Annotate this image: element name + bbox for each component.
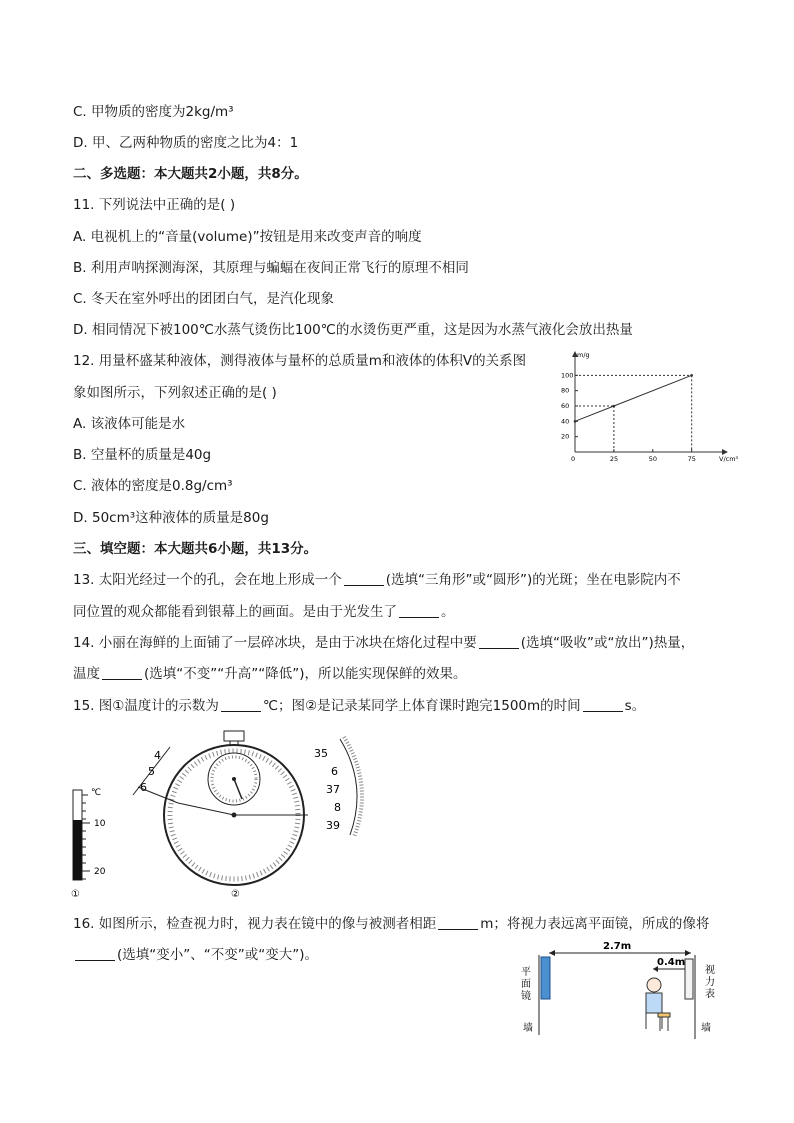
figure-16 — [515, 935, 725, 1045]
y-tick-label-60: 60 — [561, 402, 570, 410]
q14-text-1: 14. 小丽在海鲜的上面铺了一层碎冰块，是由于冰块在熔化过程中要 — [73, 635, 477, 651]
answer-blank-16a[interactable] — [438, 915, 478, 930]
person-icon — [646, 978, 670, 1031]
data-point-0 — [574, 420, 577, 423]
question-12-line1: 12. 用量杯盛某种液体，测得液体与量杯的总质量m和液体的体积V的关系图 — [73, 353, 527, 369]
y-tick-label-100: 100 — [561, 371, 574, 380]
option-q11-d: D. 相同情况下被100℃水蒸气烫伤比100℃的水烫伤更严重，这是因为水蒸气液化会放出热量 — [73, 322, 633, 338]
option-q12-a: A. 该液体可能是水 — [73, 416, 186, 432]
question-13-line2 — [73, 603, 455, 621]
chart-label-2: 力 — [705, 977, 715, 988]
x-axis-label: V/cm³ — [719, 455, 739, 463]
option-q10-c: C. 甲物质的密度为2kg/m³ — [73, 104, 234, 120]
answer-blank-16b[interactable] — [75, 946, 115, 961]
thermometer-tick-10: 10 — [94, 819, 106, 829]
answer-blank-15b[interactable] — [583, 697, 623, 712]
q16-text-1: 16. 如图所示，检查视力时，视力表在镜中的像与被测者相距 — [73, 916, 437, 932]
q16-text-3: (选填“变小”、“不变”或“变大”)。 — [117, 947, 318, 963]
x-tick-label-50: 50 — [648, 455, 658, 463]
question-11: 11. 下列说法中正确的是( ) — [73, 197, 236, 213]
stopwatch — [164, 731, 308, 900]
mirror-label-2: 面 — [521, 979, 531, 990]
question-13-line1 — [73, 571, 681, 589]
q13-text-2: (选填“三角形”或“圆形”)的光斑；坐在电影院内不 — [385, 572, 681, 588]
q14-text-3: 温度 — [73, 666, 100, 682]
chart-axes — [575, 352, 727, 452]
series-line — [575, 375, 692, 421]
mirror-label-1: 平 — [521, 967, 531, 978]
q15-text-3: s。 — [624, 698, 646, 714]
right-scale-8: 8 — [334, 801, 341, 814]
option-q11-a: A. 电视机上的“音量(volume)”按钮是用来改变声音的响度 — [73, 229, 422, 245]
q13-text-1: 13. 太阳光经过一个的孔，会在地上形成一个 — [73, 572, 342, 588]
figure-15 — [68, 725, 388, 900]
chart-label-1: 视 — [705, 965, 715, 976]
q15-text-2: ℃；图②是记录某同学上体育课时跑完1500m的时间 — [262, 698, 581, 714]
chart-label — [705, 964, 715, 1000]
x-tick-label-25: 25 — [609, 455, 619, 463]
question-14-line2 — [73, 665, 467, 683]
question-14-line1 — [73, 634, 694, 652]
question-12-line2: 象如图所示，下列叙述正确的是( ) — [73, 385, 277, 401]
data-point-25 — [613, 405, 616, 408]
left-scale-4: 4 — [154, 749, 161, 762]
thermometer — [71, 788, 106, 900]
answer-blank-14a[interactable] — [479, 634, 519, 649]
wall-right-label: 墙 — [701, 1023, 711, 1034]
right-scale-37: 37 — [326, 783, 340, 796]
y-tick-label-40: 40 — [561, 417, 570, 426]
right-scale — [314, 737, 362, 837]
question-15 — [73, 697, 645, 715]
q16-text-2: m；将视力表远离平面镜，所成的像将 — [480, 916, 710, 932]
option-q12-c: C. 液体的密度是0.8g/cm³ — [73, 478, 233, 494]
x-tick-label-75: 75 — [687, 455, 696, 463]
mirror-label-3: 镜 — [521, 991, 531, 1002]
chart-guides — [575, 375, 692, 452]
answer-blank-14b[interactable] — [102, 665, 142, 680]
question-16-line2 — [73, 946, 318, 964]
q13-text-4: 。 — [441, 604, 455, 620]
thermometer-unit: ℃ — [91, 788, 102, 798]
figure-label-1: ① — [71, 889, 80, 900]
answer-blank-13a[interactable] — [344, 571, 384, 586]
option-q11-c: C. 冬天在室外呼出的团团白气，是汽化现象 — [73, 291, 335, 307]
mass-volume-chart-svg — [560, 351, 739, 470]
chart-labels — [561, 351, 739, 463]
y-axis-label: m/g — [577, 351, 590, 359]
answer-blank-13b[interactable] — [399, 603, 439, 618]
q15-text-1: 15. 图①温度计的示数为 — [73, 698, 219, 714]
left-scale-5: 5 — [148, 765, 155, 778]
mirror-label — [521, 966, 531, 1002]
q13-text-3: 同位置的观众都能看到银幕上的画面。是由于光发生了 — [73, 604, 397, 620]
thermometer-tick-20: 20 — [94, 867, 106, 877]
q14-text-4: (选填“不变”“升高”“降低”)，所以能实现保鲜的效果。 — [144, 666, 467, 682]
right-scale-35: 35 — [314, 747, 328, 760]
mass-volume-chart — [560, 351, 739, 470]
right-scale-39: 39 — [326, 819, 340, 832]
data-point-75 — [690, 374, 693, 377]
option-q12-b: B. 空量杯的质量是40g — [73, 447, 212, 463]
y-tick-label-20: 20 — [561, 432, 570, 441]
option-q10-d: D. 甲、乙两种物质的密度之比为4：1 — [73, 135, 299, 151]
left-scale-6: 6 — [140, 781, 147, 794]
distance-0.4m: 0.4m — [657, 957, 686, 968]
option-q11-b: B. 利用声呐探测海深，其原理与蝙蝠在夜间正常飞行的原理不相同 — [73, 260, 469, 276]
figure-16-svg — [515, 935, 725, 1045]
x-tick-label-0: 0 — [571, 455, 576, 463]
wall-left-label: 墙 — [523, 1023, 533, 1034]
question-16-line1 — [73, 915, 709, 933]
figure-15-svg — [68, 725, 388, 900]
right-scale-6: 6 — [331, 765, 338, 778]
section-heading-multiple-choice: 二、多选题：本大题共2小题，共8分。 — [73, 166, 308, 182]
section-heading-fill-blank: 三、填空题：本大题共6小题，共13分。 — [73, 541, 318, 557]
figure-label-2: ② — [231, 889, 240, 900]
q14-text-2: (选填“吸收”或“放出”)热量， — [520, 635, 695, 651]
distance-2.7m: 2.7m — [603, 941, 632, 952]
answer-blank-15a[interactable] — [221, 697, 261, 712]
option-q12-d: D. 50cm³这种液体的质量是80g — [73, 510, 269, 526]
y-tick-label-80: 80 — [561, 386, 570, 395]
chart-label-3: 表 — [705, 989, 715, 1000]
chart-series — [574, 374, 693, 423]
